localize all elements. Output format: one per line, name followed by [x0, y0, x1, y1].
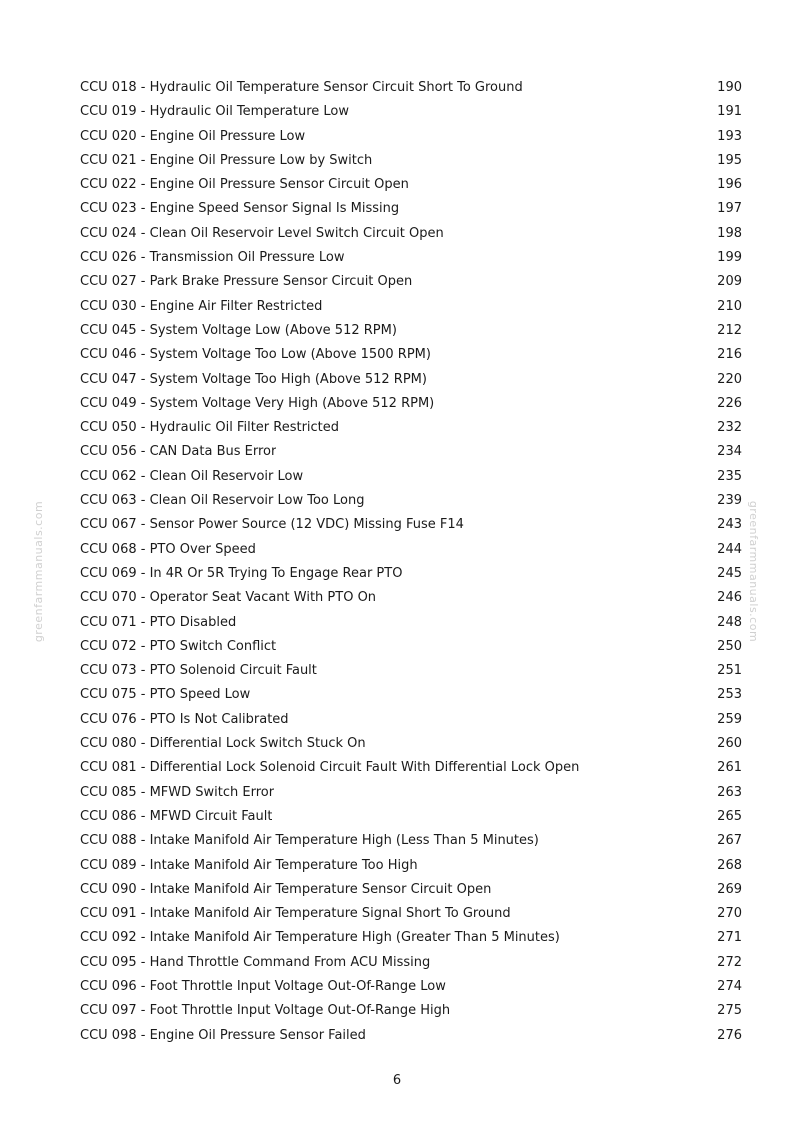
toc-entry-page: 196 [717, 177, 742, 193]
toc-entry-page: 226 [717, 395, 742, 411]
toc-entry-page: 235 [717, 468, 742, 484]
watermark-right: greenfarmmanuals.com [746, 500, 760, 643]
page-number: 6 [392, 1073, 402, 1088]
toc-entry-title: CCU 022 - Engine Oil Pressure Sensor Circuit Open [80, 177, 409, 193]
toc-entry[interactable] [80, 538, 742, 562]
toc-entry-page: 209 [717, 274, 742, 290]
toc-entry-title: CCU 069 - In 4R Or 5R Trying To Engage Rear PTO [80, 565, 403, 581]
toc-entry-title: CCU 045 - System Voltage Low (Above 512 RPM) [80, 322, 397, 338]
toc-entry[interactable] [80, 902, 742, 926]
toc-entry-title: CCU 072 - PTO Switch Conflict [80, 638, 277, 654]
toc-entry-title: CCU 030 - Engine Air Filter Restricted [80, 298, 323, 314]
toc-entry-title: CCU 047 - System Voltage Too High (Above 512 RPM) [80, 371, 427, 387]
toc-entry[interactable] [80, 222, 742, 246]
toc-entry[interactable] [80, 732, 742, 756]
toc-entry[interactable] [80, 756, 742, 780]
toc-entry-page: 195 [717, 152, 742, 168]
toc-entry[interactable] [80, 319, 742, 343]
toc-entry[interactable] [80, 125, 742, 149]
toc-entry-title: CCU 070 - Operator Seat Vacant With PTO On [80, 590, 377, 606]
toc-entry-page: 199 [717, 250, 742, 266]
toc-entry[interactable] [80, 975, 742, 999]
toc-entry-page: 260 [717, 736, 742, 752]
toc-entry[interactable] [80, 926, 742, 950]
toc-entry[interactable] [80, 708, 742, 732]
toc-entry-page: 265 [717, 808, 742, 824]
toc-entry-title: CCU 090 - Intake Manifold Air Temperature Sensor Circuit Open [80, 881, 492, 897]
toc-entry[interactable] [80, 343, 742, 367]
toc-entry-page: 244 [717, 541, 742, 557]
toc-entry-page: 276 [717, 1027, 742, 1043]
toc-entry[interactable] [80, 173, 742, 197]
toc-entry-title: CCU 071 - PTO Disabled [80, 614, 237, 630]
toc-entry-page: 232 [717, 420, 742, 436]
toc-entry-page: 248 [717, 614, 742, 630]
toc-entry-page: 190 [717, 80, 742, 95]
watermark-left: greenfarmmanuals.com [32, 500, 46, 643]
toc-entry-title: CCU 018 - Hydraulic Oil Temperature Sensor Circuit Short To Ground [80, 80, 523, 95]
toc-entry-title: CCU 095 - Hand Throttle Command From ACU Missing [80, 954, 431, 970]
toc-entry-title: CCU 062 - Clean Oil Reservoir Low [80, 468, 304, 484]
toc-entry-title: CCU 049 - System Voltage Very High (Above 512 RPM) [80, 395, 435, 411]
toc-entry[interactable] [80, 999, 742, 1023]
toc-entry-page: 269 [717, 881, 742, 897]
toc-entry[interactable] [80, 659, 742, 683]
toc-entry-title: CCU 081 - Differential Lock Solenoid Circuit Fault With Differential Lock Open [80, 760, 580, 776]
toc-entry-page: 270 [717, 906, 742, 922]
toc-entry[interactable] [80, 295, 742, 319]
toc-entry-page: 246 [717, 590, 742, 606]
toc-entry-page: 259 [717, 711, 742, 727]
toc-entry-title: CCU 092 - Intake Manifold Air Temperature High (Greater Than 5 Minutes) [80, 930, 560, 946]
toc-entry-title: CCU 067 - Sensor Power Source (12 VDC) Missing Fuse F14 [80, 517, 464, 533]
toc-entry[interactable] [80, 76, 742, 100]
toc-entry-title: CCU 056 - CAN Data Bus Error [80, 444, 277, 460]
toc-entry[interactable] [80, 149, 742, 173]
toc-entry-title: CCU 097 - Foot Throttle Input Voltage Out-Of-Range High [80, 1003, 451, 1019]
toc-entry-title: CCU 026 - Transmission Oil Pressure Low [80, 250, 345, 266]
toc-entry[interactable] [80, 416, 742, 440]
toc-entry-page: 245 [717, 565, 742, 581]
toc-entry-page: 220 [717, 371, 742, 387]
toc-entry[interactable] [80, 489, 742, 513]
toc-entry-title: CCU 021 - Engine Oil Pressure Low by Switch [80, 152, 373, 168]
toc-entry[interactable] [80, 586, 742, 610]
toc-entry-title: CCU 024 - Clean Oil Reservoir Level Switch Circuit Open [80, 225, 444, 241]
toc-entry[interactable] [80, 805, 742, 829]
toc-entry-title: CCU 091 - Intake Manifold Air Temperature Signal Short To Ground [80, 906, 511, 922]
toc-entry-page: 275 [717, 1003, 742, 1019]
toc-entry-title: CCU 027 - Park Brake Pressure Sensor Circuit Open [80, 274, 413, 290]
toc-entry[interactable] [80, 197, 742, 221]
toc-entry-page: 271 [717, 930, 742, 946]
toc-entry[interactable] [80, 562, 742, 586]
toc-entry[interactable] [80, 465, 742, 489]
toc-entry-page: 193 [717, 128, 742, 144]
toc-entry[interactable] [80, 513, 742, 537]
toc-entry-page: 212 [717, 322, 742, 338]
toc-entry[interactable] [80, 270, 742, 294]
toc-entry[interactable] [80, 100, 742, 124]
toc-entry-title: CCU 020 - Engine Oil Pressure Low [80, 128, 306, 144]
toc-entry-page: 191 [717, 104, 742, 120]
toc-entry-page: 216 [717, 347, 742, 363]
toc-entry-title: CCU 068 - PTO Over Speed [80, 541, 256, 557]
toc-entry-title: CCU 073 - PTO Solenoid Circuit Fault [80, 663, 317, 679]
toc-entry-title: CCU 063 - Clean Oil Reservoir Low Too Long [80, 493, 365, 509]
toc-entry[interactable] [80, 1024, 742, 1048]
toc-entry-page: 239 [717, 493, 742, 509]
toc-entry-title: CCU 080 - Differential Lock Switch Stuck On [80, 736, 366, 752]
toc-entry-page: 250 [717, 638, 742, 654]
toc-entry-title: CCU 098 - Engine Oil Pressure Sensor Failed [80, 1027, 366, 1043]
toc-entry-page: 253 [717, 687, 742, 703]
toc-entry[interactable] [80, 368, 742, 392]
toc-entry[interactable] [80, 683, 742, 707]
toc-entry-title: CCU 075 - PTO Speed Low [80, 687, 251, 703]
toc-entry-title: CCU 088 - Intake Manifold Air Temperature High (Less Than 5 Minutes) [80, 833, 539, 849]
toc-entry-page: 243 [717, 517, 742, 533]
toc-entry-page: 268 [717, 857, 742, 873]
toc-entry-page: 234 [717, 444, 742, 460]
toc-entry-page: 210 [717, 298, 742, 314]
toc-entry[interactable] [80, 951, 742, 975]
toc-entry-page: 197 [717, 201, 742, 217]
toc-entry-page: 261 [717, 760, 742, 776]
toc-entry[interactable] [80, 440, 742, 464]
toc-entry[interactable] [80, 878, 742, 902]
toc-entry-title: CCU 019 - Hydraulic Oil Temperature Low [80, 104, 350, 120]
toc-entry[interactable] [80, 611, 742, 635]
toc-entry-title: CCU 096 - Foot Throttle Input Voltage Out-Of-Range Low [80, 978, 446, 994]
table-of-contents [80, 76, 742, 1048]
toc-entry-page: 272 [717, 954, 742, 970]
toc-entry-page: 267 [717, 833, 742, 849]
toc-entry-page: 274 [717, 978, 742, 994]
toc-entry-title: CCU 046 - System Voltage Too Low (Above 1500 RPM) [80, 347, 431, 363]
toc-entry-page: 263 [717, 784, 742, 800]
toc-entry-title: CCU 086 - MFWD Circuit Fault [80, 808, 273, 824]
toc-entry[interactable] [80, 635, 742, 659]
toc-entry[interactable] [80, 246, 742, 270]
toc-entry-page: 198 [717, 225, 742, 241]
toc-entry-title: CCU 076 - PTO Is Not Calibrated [80, 711, 289, 727]
toc-entry-page: 251 [717, 663, 742, 679]
toc-entry[interactable] [80, 781, 742, 805]
toc-entry-title: CCU 089 - Intake Manifold Air Temperature Too High [80, 857, 418, 873]
toc-entry[interactable] [80, 392, 742, 416]
toc-entry-title: CCU 050 - Hydraulic Oil Filter Restricted [80, 420, 340, 436]
toc-entry[interactable] [80, 854, 742, 878]
toc-entry[interactable] [80, 829, 742, 853]
toc-entry-title: CCU 023 - Engine Speed Sensor Signal Is Missing [80, 201, 400, 217]
toc-entry-title: CCU 085 - MFWD Switch Error [80, 784, 275, 800]
